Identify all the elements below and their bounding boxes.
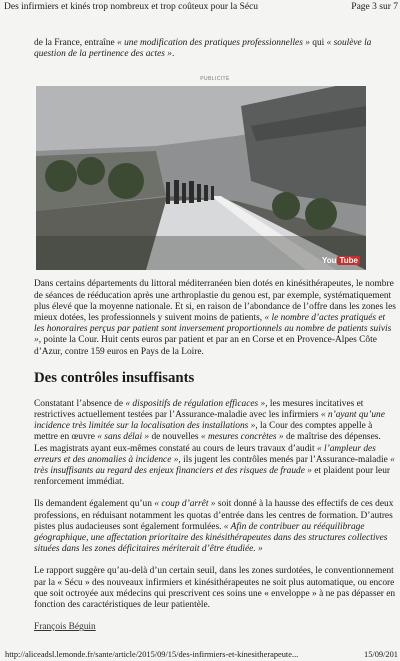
ad-label: PUBLICITÉ xyxy=(200,76,230,83)
para2-quote-1: « dispositifs de régulation efficaces » xyxy=(125,398,266,409)
header-title: Des infirmiers et kinés trop nombreux et trop coûteux pour la Sécu xyxy=(4,2,259,12)
para2-text-2: , les mesures incitatives et restrictives actuellement testées par l’Assurance-maladie avec les infirmiers xyxy=(34,398,364,421)
para3-text-2: soit donné à la hausse des effectifs de ces deux professions, en réduisant notamment les quotas d’entrée dans les centres de formation. D’autres pistes plus audacieuses sont également formulées. xyxy=(34,499,394,532)
paragraph-1 xyxy=(34,279,396,357)
intro-quote-a: « une modification des pratiques professionnelles » xyxy=(117,38,310,48)
youtube-logo-tube: Tube xyxy=(339,256,358,266)
page-footer xyxy=(0,648,400,661)
para3-quote-1: « coup d’arrêt » xyxy=(154,499,216,510)
para3-quote-2: « Afin de contribuer au rééquilibrage géographique, une affectation prioritaire des kinésithérapeutes dans des structures collectives situées dans les zones déficitaires mériterait d’être étudiée. » xyxy=(34,521,388,555)
para1-text-2: , pointe la Cour. Huit cents euros par patient et par an en Corse et en Provence-Alpes Côte d’Azur, contre 159 euros en Pays de la Loire. xyxy=(34,335,377,357)
intro-text-c: . xyxy=(171,49,175,60)
para3-text-1: Ils demandent également qu’un xyxy=(34,499,155,510)
author-link[interactable]: François Béguin xyxy=(34,622,96,633)
youtube-logo-you: You xyxy=(321,256,337,266)
para2-quote-2: « n’ayant qu’une incidence très limitée sur la localisation des installations » xyxy=(34,410,385,432)
para2-text-7: et plaident pour leur renforcement immédiat. xyxy=(34,466,391,488)
paragraph-2 xyxy=(34,399,396,489)
para2-text-6: , ils jugent les contrôles menés par l’Assurance-maladie xyxy=(178,454,391,465)
article-body xyxy=(34,38,396,632)
section-heading: Des contrôles insuffisants xyxy=(34,369,195,386)
intro-text-a: de la France, entraîne xyxy=(34,38,118,48)
para2-quote-6: « très insuffisants au regard des enjeux financiers et des risques de fraude » xyxy=(34,454,395,477)
paragraph-3 xyxy=(34,499,396,555)
page-number: Page 3 sur 7 xyxy=(351,2,398,12)
para1-quote-1: « le nombre d’actes pratiqués et les honoraires perçus par patient sont inversement proportionnels au nombre de patients suivis » xyxy=(34,313,392,346)
intro-paragraph xyxy=(34,38,396,60)
footer-date: 15/09/201 xyxy=(364,650,398,659)
video-thumbnail xyxy=(36,86,366,270)
page-header xyxy=(0,0,400,14)
youtube-logo-icon[interactable] xyxy=(322,256,360,265)
footer-url: http://aliceadsl.lemonde.fr/sante/article/2015/09/15/des-infirmiers-et-kinesitherapeute... xyxy=(5,650,299,659)
paragraph-4: Le rapport suggère qu’au-delà d’un certain seuil, dans les zones surdotées, le conventionnement par la « Sécu » des nouveaux infirmiers et kinésithérapeutes ne soit plus automatique, ou encore que soit octroyée aux médecins qui prescrivent ces soins une « enveloppe » à ne pas dépasser en fonction des caractéristiques de leur patientèle. xyxy=(34,566,396,611)
intro-text-b: qui xyxy=(309,38,327,48)
para2-quote-4: « mesures concrètes » xyxy=(200,432,284,443)
para2-text-5: de maîtrise des dépenses. Les magistrats ayant eux-mêmes constaté au cours de leurs travaux d’audit xyxy=(34,432,381,454)
para2-quote-5: « l’ampleur des erreurs et des anomalies à incidence » xyxy=(34,443,376,465)
para2-text-4: de nouvelles xyxy=(149,432,201,443)
para2-text-3: , la Cour des comptes appelle à mettre en œuvre xyxy=(34,421,373,443)
para2-text-1: Constatant l’absence de xyxy=(34,398,126,409)
para2-quote-3: « sans délai » xyxy=(97,432,150,443)
intro-quote-b: « soulève la question de la pertinence des actes » xyxy=(34,38,372,60)
video-player[interactable] xyxy=(36,86,366,270)
para1-text-1: Dans certains départements du littoral méditerranéen bien dotés en kinésithérapeutes, le nombre de séances de rééducation après une arthroplastie du genou est, par exemple, systématiquement plus élevé que la moyenne nationale. Et si, en raison de l’abondance de l’offre dans les zones les mieux dotées, les professionnels y suivent moins de patients, xyxy=(34,279,396,324)
